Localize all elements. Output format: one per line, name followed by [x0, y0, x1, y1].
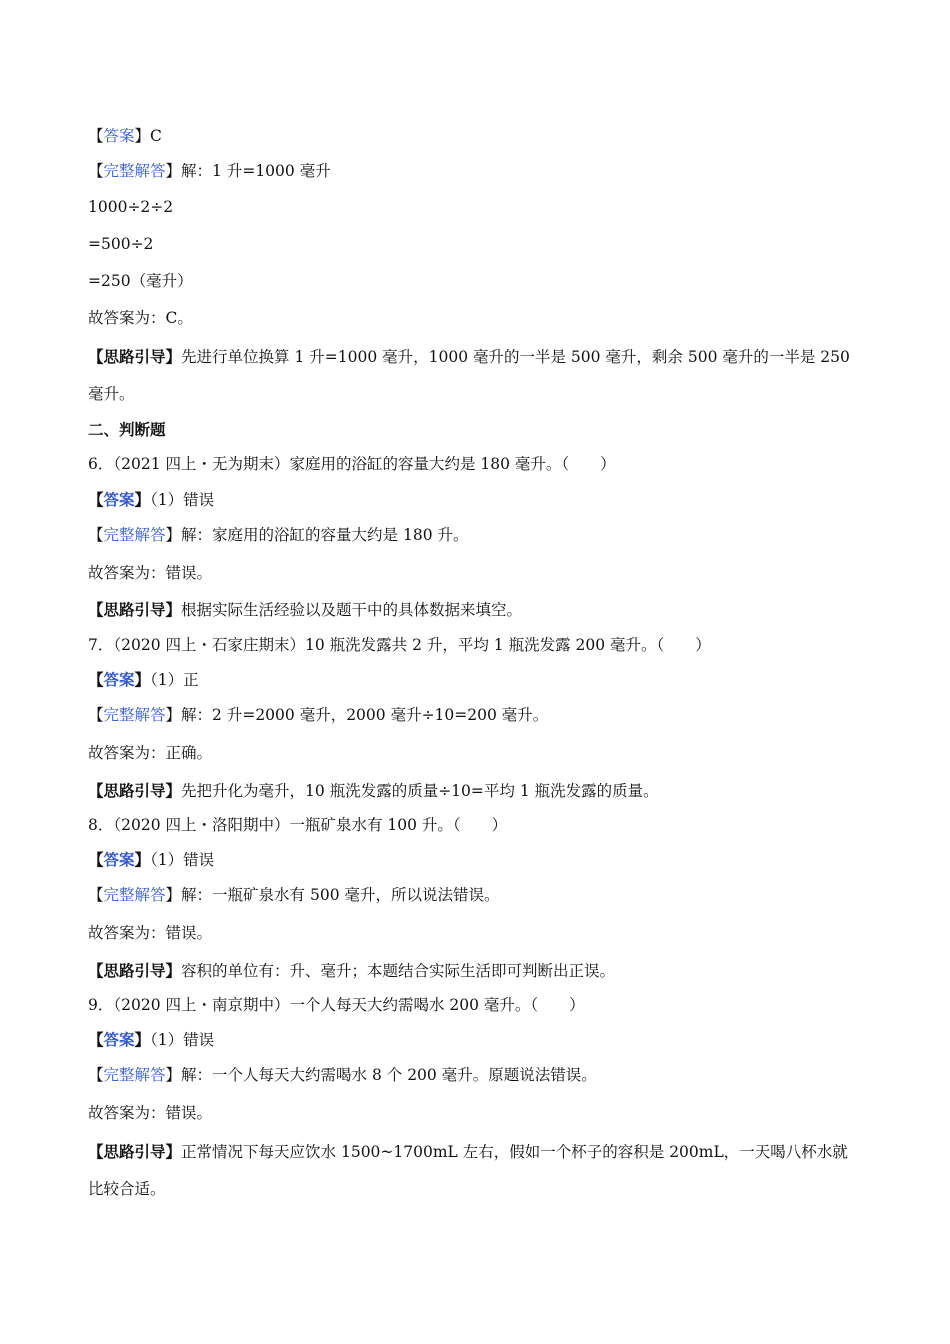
conclusion-line: 故答案为：正确。 — [88, 744, 213, 762]
question-8: 8．（2020 四上・洛阳期中）一瓶矿泉水有 100 升。（ ） — [88, 816, 508, 834]
conclusion-line: 故答案为：错误。 — [88, 564, 213, 582]
document-page — [88, 120, 868, 1198]
solution-label: 完整解答 — [103, 706, 166, 724]
solution-line: 【完整解答】解：一瓶矿泉水有 500 毫升，所以说法错误。 — [88, 886, 500, 904]
conclusion-line: 故答案为：错误。 — [88, 1104, 213, 1122]
guide-text: 先把升化为毫升，10 瓶洗发露的质量÷10=平均 1 瓶洗发露的质量。 — [181, 782, 659, 800]
section-title: 二、判断题 — [88, 420, 166, 439]
guide-label: 思路引导 — [103, 961, 166, 980]
guide-text: 先进行单位换算 1 升=1000 毫升，1000 毫升的一半是 500 毫升，剩余 500 毫升的一半是 250 — [181, 348, 850, 366]
answer-line: 【答案】（1）错误 — [88, 1030, 215, 1049]
solution-label: 完整解答 — [103, 526, 166, 544]
question-7: 7．（2020 四上・石家庄期末）10 瓶洗发露共 2 升，平均 1 瓶洗发露 200 毫升。（ ） — [88, 636, 711, 654]
guide-continuation: 毫升。 — [88, 385, 135, 403]
guide-line: 【思路引导】先把升化为毫升，10 瓶洗发露的质量÷10=平均 1 瓶洗发露的质量。 — [88, 781, 659, 800]
answer-label: 答案 — [103, 127, 135, 145]
answer-label: 答案 — [103, 850, 135, 869]
answer-line: 【答案】（1）错误 — [88, 850, 215, 869]
solution-label: 完整解答 — [103, 1066, 166, 1084]
answer-value: （1）错误 — [150, 491, 215, 509]
answer-value: （1）正 — [150, 671, 199, 689]
conclusion-line: 故答案为：C。 — [88, 309, 193, 327]
solution-line: 【完整解答】解：1 升=1000 毫升 — [88, 162, 331, 180]
question-6: 6．（2021 四上・无为期末）家庭用的浴缸的容量大约是 180 毫升。（ ） — [88, 455, 616, 473]
solution-text: 解：1 升=1000 毫升 — [181, 162, 331, 180]
answer-value: （1）错误 — [150, 1031, 215, 1049]
conclusion-line: 故答案为：错误。 — [88, 924, 213, 942]
guide-label: 思路引导 — [103, 1142, 166, 1161]
answer-line: 【答案】（1）正 — [88, 670, 199, 689]
calc-line: =500÷2 — [88, 235, 154, 253]
answer-label: 答案 — [103, 490, 135, 509]
guide-text: 容积的单位有：升、毫升；本题结合实际生活即可判断出正误。 — [181, 962, 616, 980]
answer-value: （1）错误 — [150, 851, 215, 869]
answer-value: C — [150, 127, 162, 145]
guide-label: 思路引导 — [103, 600, 166, 619]
guide-line: 【思路引导】容积的单位有：升、毫升；本题结合实际生活即可判断出正误。 — [88, 961, 616, 980]
guide-label: 思路引导 — [103, 347, 166, 366]
solution-line: 【完整解答】解：一个人每天大约需喝水 8 个 200 毫升。原题说法错误。 — [88, 1066, 597, 1084]
solution-text: 解：一个人每天大约需喝水 8 个 200 毫升。原题说法错误。 — [181, 1066, 597, 1084]
solution-text: 解：家庭用的浴缸的容量大约是 180 升。 — [181, 526, 469, 544]
answer-line: 【答案】（1）错误 — [88, 490, 215, 509]
calc-line: 1000÷2÷2 — [88, 198, 174, 216]
guide-line: 【思路引导】根据实际生活经验以及题干中的具体数据来填空。 — [88, 600, 523, 619]
answer-label: 答案 — [103, 670, 135, 689]
guide-label: 思路引导 — [103, 781, 166, 800]
solution-line: 【完整解答】解：家庭用的浴缸的容量大约是 180 升。 — [88, 526, 469, 544]
solution-line: 【完整解答】解：2 升=2000 毫升，2000 毫升÷10=200 毫升。 — [88, 706, 549, 724]
solution-text: 解：一瓶矿泉水有 500 毫升，所以说法错误。 — [181, 886, 500, 904]
guide-continuation: 比较合适。 — [88, 1180, 166, 1198]
answer-line: 【答案】C — [88, 127, 162, 145]
solution-text: 解：2 升=2000 毫升，2000 毫升÷10=200 毫升。 — [181, 706, 549, 724]
answer-label: 答案 — [103, 1030, 135, 1049]
guide-text: 正常情况下每天应饮水 1500~1700mL 左右，假如一个杯子的容积是 200mL，一天喝八杯水就 — [181, 1143, 848, 1161]
guide-line: 【思路引导】正常情况下每天应饮水 1500~1700mL 左右，假如一个杯子的容积是 200mL，一天喝八杯水就 — [88, 1142, 848, 1161]
solution-label: 完整解答 — [103, 162, 166, 180]
guide-line: 【思路引导】先进行单位换算 1 升=1000 毫升，1000 毫升的一半是 500 毫升，剩余 500 毫升的一半是 250 — [88, 347, 850, 366]
calc-line: =250（毫升） — [88, 272, 193, 290]
guide-text: 根据实际生活经验以及题干中的具体数据来填空。 — [181, 601, 523, 619]
solution-label: 完整解答 — [103, 886, 166, 904]
question-9: 9．（2020 四上・南京期中）一个人每天大约需喝水 200 毫升。（ ） — [88, 996, 585, 1014]
